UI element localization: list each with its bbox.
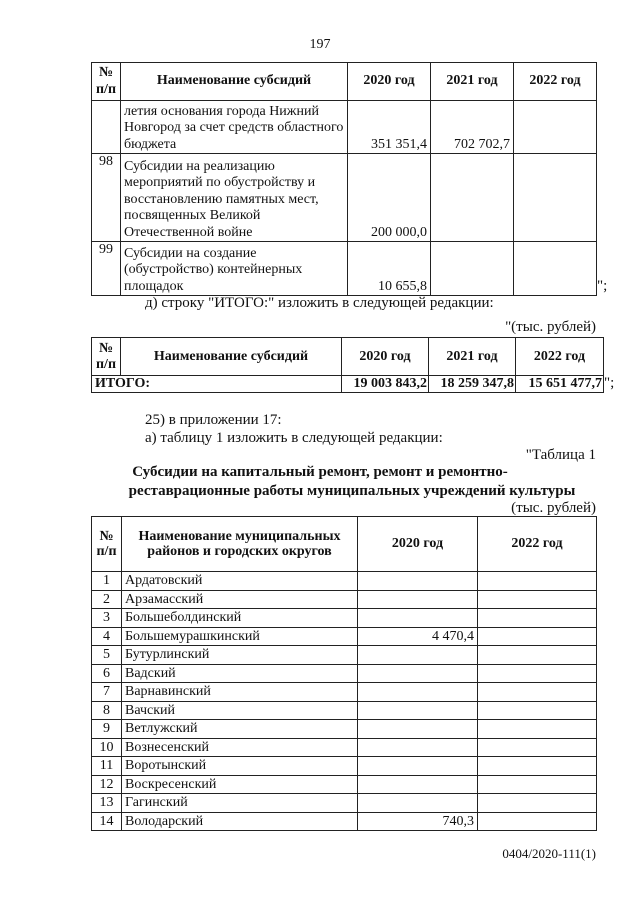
- document-code: 0404/2020-111(1): [502, 846, 596, 861]
- subsidy-name: летия основания города Нижний Новгород за счет средств областного бюджета: [121, 101, 348, 154]
- table-row: 6 Вадский: [92, 664, 597, 683]
- table-row: 9 Ветлужский: [92, 720, 597, 739]
- culture-subsidies-table: [91, 516, 597, 831]
- col-2022-header: 2022 год: [514, 63, 597, 101]
- table-row: 12 Воскресенский: [92, 775, 597, 794]
- col-2021-header: 2021 год: [431, 63, 514, 101]
- table-row: 99 Субсидии на создание (обустройство) контейнерных площадок 10 655,8: [92, 242, 597, 296]
- table-row: 14 Володарский 740,3: [92, 812, 597, 831]
- subsidy-name: Субсидии на создание (обустройство) контейнерных площадок: [121, 242, 348, 296]
- col-name-header: Наименование субсидий: [121, 63, 348, 101]
- table-row: 5 Бутурлинский: [92, 646, 597, 665]
- table-label: "Таблица 1: [525, 447, 596, 463]
- table-row: 2 Арзамасский: [92, 590, 597, 609]
- table-header-row: № п/п Наименование субсидий 2020 год 2021 год 2022 год: [92, 338, 604, 376]
- table-row: 3 Большеболдинский: [92, 609, 597, 628]
- total-row: ИТОГО: 19 003 843,2 18 259 347,8 15 651 477,7: [92, 376, 604, 393]
- quote-close-1: ";: [597, 278, 608, 294]
- paragraph-25: 25) в приложении 17:: [145, 412, 282, 428]
- subsidies-table-continuation: [91, 62, 597, 296]
- units-label-1: "(тыс. рублей): [505, 319, 596, 335]
- units-label-2: (тыс. рублей): [511, 500, 596, 516]
- table-row: 7 Варнавинский: [92, 683, 597, 702]
- table-row: 4 Большемурашкинский 4 470,4: [92, 627, 597, 646]
- col-2020-header: 2020 год: [348, 63, 431, 101]
- table-header-row: № п/п Наименование муниципальных районов и городских округов 2020 год 2022 год: [92, 517, 597, 572]
- table-row: 1 Ардатовский: [92, 572, 597, 591]
- quote-close-2: ";: [604, 375, 615, 391]
- paragraph-d: д) строку "ИТОГО:" изложить в следующей редакции:: [145, 295, 494, 311]
- table-header-row: [92, 63, 597, 101]
- total-table: [91, 337, 604, 393]
- table-row: 98 Субсидии на реализацию мероприятий по обустройству и восстановлению памятных мест, посвященных Великой Отечественной войне 200 000,0: [92, 154, 597, 242]
- table-row: 10 Вознесенский: [92, 738, 597, 757]
- table-title-line-2: реставрационные работы муниципальных учреждений культуры: [128, 483, 576, 499]
- page-number: 197: [309, 37, 331, 52]
- table-row: летия основания города Нижний Новгород за счет средств областного бюджета 351 351,4 702 702,7: [92, 101, 597, 154]
- table-row: 13 Гагинский: [92, 794, 597, 813]
- table-title-line-1: Субсидии на капитальный ремонт, ремонт и ремонтно-: [132, 464, 508, 480]
- total-label: ИТОГО:: [92, 376, 342, 393]
- col-number-header: № п/п: [92, 63, 121, 101]
- subsidy-name: Субсидии на реализацию мероприятий по обустройству и восстановлению памятных мест, посвященных Великой Отечественной войне: [121, 154, 348, 242]
- table-row: 11 Воротынский: [92, 757, 597, 776]
- table-row: 8 Вачский: [92, 701, 597, 720]
- paragraph-a: а) таблицу 1 изложить в следующей редакции:: [145, 430, 443, 446]
